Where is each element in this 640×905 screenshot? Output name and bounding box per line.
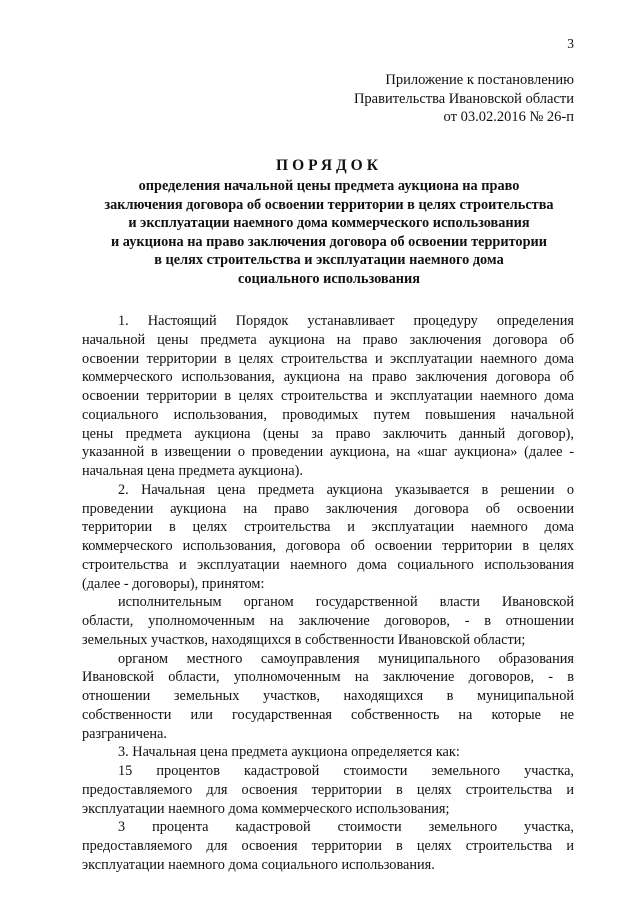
body-line: территории в целях строительства и эксплуатации наемного дома xyxy=(82,519,574,536)
body-line: строительства и эксплуатации наемного дома социального использования xyxy=(82,556,574,573)
body-line: собственности или государственная собственность на которые не xyxy=(82,706,574,723)
body-line: начальная цена предмета аукциона). xyxy=(82,463,303,479)
body-line: коммерческого использования, договора об освоении территории в целях xyxy=(82,538,574,554)
body-line: коммерческого использования, аукциона на право заключения договора об xyxy=(82,369,574,386)
appendix-note xyxy=(354,71,574,127)
body-line: эксплуатации наемного дома социального использования. xyxy=(82,856,435,873)
body-line: области, уполномоченным на заключение договоров, - в отношении xyxy=(82,613,574,629)
document-title xyxy=(92,156,566,289)
title-line: заключения договора об освоении территории в целях строительства xyxy=(104,196,554,213)
title-line: в целях строительства и эксплуатации наемного дома xyxy=(154,252,504,269)
appendix-line: от 03.02.2016 № 26-п xyxy=(443,109,574,125)
body-line: указанной в извещении о проведении аукциона, на «шаг аукциона» (далее - xyxy=(82,444,574,461)
body-line: цены предмета аукциона (цены за право заключить данный договор), xyxy=(82,425,574,442)
title-line: и аукциона на право заключения договора об освоении территории xyxy=(110,233,547,250)
body-line: исполнительным органом государственной власти Ивановской xyxy=(118,594,574,611)
body-line: земельных участков, находящихся в собственности Ивановской области; xyxy=(82,631,526,648)
body-line: 3 процента кадастровой стоимости земельного участка, xyxy=(118,819,574,836)
title-line: и эксплуатации наемного дома коммерческого использования xyxy=(128,215,530,232)
document-body xyxy=(82,312,574,875)
body-line: разграничена. xyxy=(82,725,167,742)
body-line: социального использования, проводимых путем повышения начальной xyxy=(82,406,574,423)
title-line: социального использования xyxy=(238,270,420,287)
body-line: освоении территории в целях строительства и эксплуатации наемного дома xyxy=(82,388,574,404)
page-number: 3 xyxy=(567,36,574,51)
body-line: 15 процентов кадастровой стоимости земельного участка, xyxy=(118,763,574,779)
appendix-line: Правительства Ивановской области xyxy=(353,90,574,107)
title-heading: ПОРЯДОК xyxy=(276,157,382,174)
body-line: (далее - договоры), принятом: xyxy=(82,575,265,592)
body-line: Ивановской области, уполномоченным на заключение договоров, - в xyxy=(82,669,574,686)
body-line: 2. Начальная цена предмета аукциона указывается в решении о xyxy=(118,481,574,498)
body-line: предоставляемого для освоения территории в целях строительства и xyxy=(82,838,574,854)
body-line: органом местного самоуправления муниципального образования xyxy=(118,650,574,667)
title-line: определения начальной цены предмета аукциона на право xyxy=(138,178,520,194)
body-line: проведении аукциона на право заключения договора об освоении xyxy=(82,500,574,517)
body-line: эксплуатации наемного дома коммерческого использования; xyxy=(82,800,450,817)
body-line: предоставляемого для освоения территории в целях строительства и xyxy=(82,781,574,798)
body-line: отношении земельных участков, находящихся в муниципальной xyxy=(82,688,574,704)
body-line: начальной цены предмета аукциона на право заключения договора об xyxy=(82,331,574,348)
body-line: освоении территории в целях строительства и эксплуатации наемного дома xyxy=(82,350,574,367)
body-line: 1. Настоящий Порядок устанавливает процедуру определения xyxy=(118,313,574,329)
body-line: 3. Начальная цена предмета аукциона определяется как: xyxy=(118,744,460,761)
appendix-line: Приложение к постановлению xyxy=(385,72,574,88)
